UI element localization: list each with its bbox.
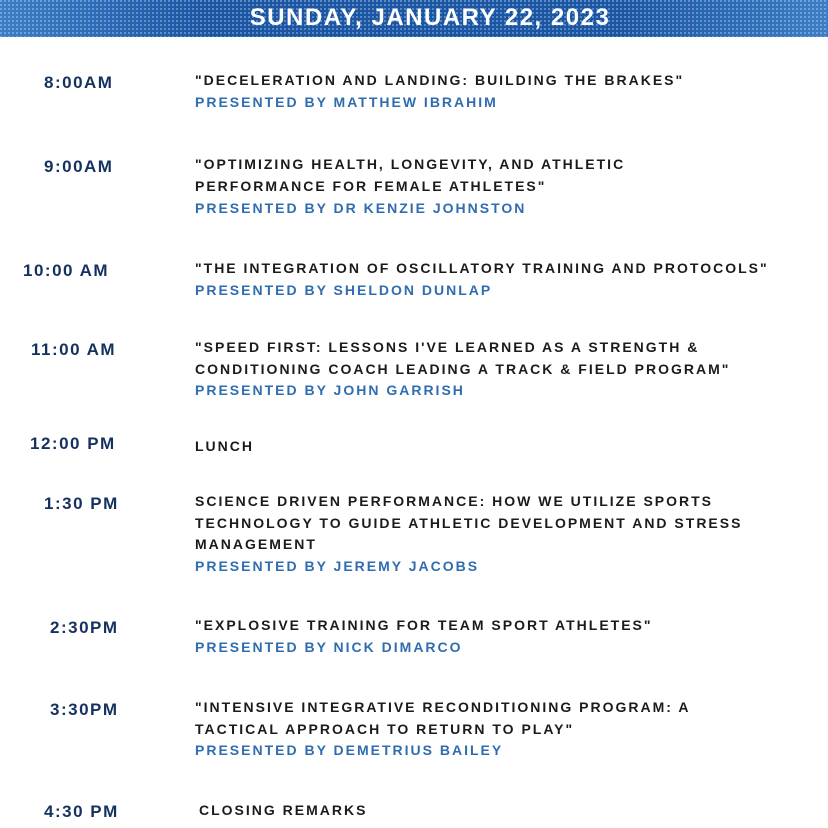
time-label: 8:00AM: [44, 73, 114, 92]
session-title-line: TACTICAL APPROACH TO RETURN TO PLAY": [195, 721, 575, 737]
presenter-name: PRESENTED BY SHELDON DUNLAP: [195, 282, 493, 298]
session-title-line: "INTENSIVE INTEGRATIVE RECONDITIONING PROGRAM: A: [195, 699, 691, 715]
time-label: 3:30PM: [50, 700, 119, 719]
session-title-line: MANAGEMENT: [195, 536, 317, 552]
session-title-line: PERFORMANCE FOR FEMALE ATHLETES": [195, 178, 547, 194]
time-label: 9:00AM: [44, 157, 114, 176]
session-title-line: LUNCH: [195, 438, 254, 454]
presenter-name: PRESENTED BY DEMETRIUS BAILEY: [195, 742, 504, 758]
time-label: 4:30 PM: [44, 802, 119, 821]
session-title-line: CLOSING REMARKS: [199, 802, 368, 818]
presenter-name: PRESENTED BY JOHN GARRISH: [195, 382, 465, 398]
time-label: 1:30 PM: [44, 494, 119, 513]
presenter-name: PRESENTED BY JEREMY JACOBS: [195, 558, 480, 574]
session-title-line: TECHNOLOGY TO GUIDE ATHLETIC DEVELOPMENT AND STRESS: [195, 515, 743, 531]
session-title-line: SCIENCE DRIVEN PERFORMANCE: HOW WE UTILIZE SPORTS: [195, 493, 714, 509]
session-title-line: "SPEED FIRST: LESSONS I'VE LEARNED AS A STRENGTH &: [195, 339, 700, 355]
time-label: 11:00 AM: [31, 340, 117, 359]
page-title: SUNDAY, JANUARY 22, 2023: [249, 4, 611, 31]
presenter-name: PRESENTED BY DR KENZIE JOHNSTON: [195, 200, 527, 216]
session-title-line: "OPTIMIZING HEALTH, LONGEVITY, AND ATHLETIC: [195, 156, 626, 172]
session-title-line: "DECELERATION AND LANDING: BUILDING THE BRAKES": [195, 72, 685, 88]
session-title-line: "THE INTEGRATION OF OSCILLATORY TRAINING AND PROTOCOLS": [195, 260, 769, 276]
session-title-line: CONDITIONING COACH LEADING A TRACK & FIELD PROGRAM": [195, 361, 731, 377]
presenter-name: PRESENTED BY NICK DIMARCO: [195, 639, 463, 655]
time-label: 12:00 PM: [30, 434, 116, 453]
session-title-line: "EXPLOSIVE TRAINING FOR TEAM SPORT ATHLETES": [195, 617, 653, 633]
time-label: 2:30PM: [50, 618, 119, 637]
time-label: 10:00 AM: [23, 261, 110, 280]
presenter-name: PRESENTED BY MATTHEW IBRAHIM: [195, 94, 498, 110]
header-banner: [0, 0, 828, 37]
